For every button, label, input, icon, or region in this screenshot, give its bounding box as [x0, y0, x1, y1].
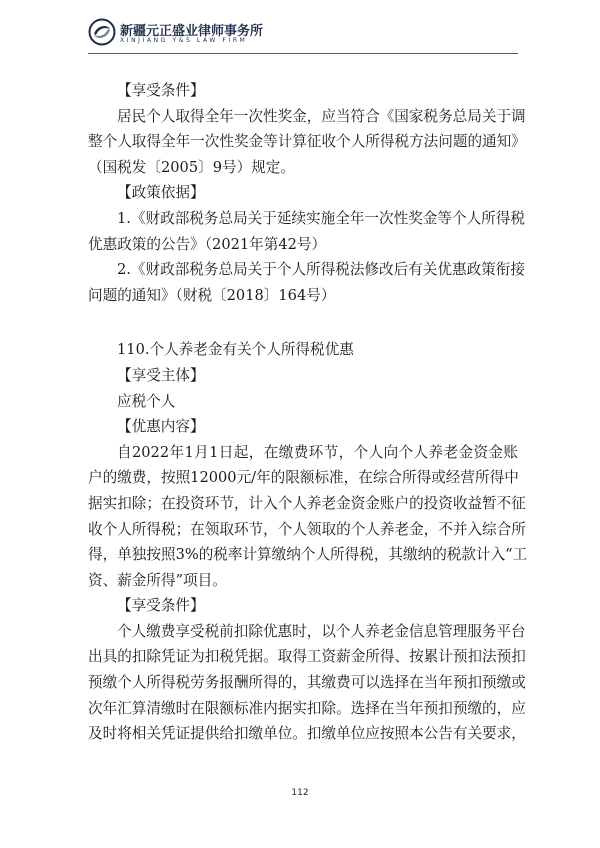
paragraph-line: 得，单独按照3%的税率计算缴纳个人所得税，其缴纳的税款计入“工 — [88, 546, 528, 564]
firm-name-en: XINJIANG Y&S LAW FIRM — [120, 37, 248, 44]
paragraph-line: 个人缴费享受税前扣除优惠时，以个人养老金信息管理服务平台 — [117, 622, 526, 640]
page-header — [88, 18, 518, 50]
paragraph-line: 自2022年1月1日起，在缴费环节，个人向个人养老金资金账 — [117, 443, 518, 461]
paragraph-line: 优惠政策的公告》（2021年第42号） — [88, 235, 327, 253]
paragraph-line: 户的缴费，按照12000元/年的限额标准，在综合所得或经营所得中 — [88, 469, 519, 487]
paragraph-line: 据实扣除；在投资环节，计入个人养老金资金账户的投资收益暂不征 — [88, 494, 526, 512]
section-label-subject: 【享受主体】 — [117, 366, 205, 384]
paragraph-line: 预缴个人所得税劳务报酬所得的，其缴费可以选择在当年预扣预缴或 — [88, 674, 526, 692]
firm-logo-icon — [88, 18, 116, 46]
section-label-conditions-2: 【享受条件】 — [117, 597, 205, 615]
paragraph-line: 居民个人取得全年一次性奖金，应当符合《国家税务总局关于调 — [117, 107, 526, 125]
paragraph-line: 收个人所得税；在领取环节，个人领取的个人养老金，不并入综合所 — [88, 520, 526, 538]
paragraph-line: 问题的通知》（财税〔2018〕164号） — [88, 286, 336, 304]
paragraph-line: 资、薪金所得”项目。 — [88, 571, 227, 589]
paragraph-line: 1.《财政部税务总局关于延续实施全年一次性奖金等个人所得税 — [117, 209, 525, 227]
paragraph-line: 次年汇算清缴时在限额标准内据实扣除。选择在当年预扣预缴的，应 — [88, 699, 526, 717]
paragraph-line: （国税发〔2005〕9号）规定。 — [88, 158, 295, 176]
section-label-policy-basis: 【政策依据】 — [117, 184, 205, 202]
page-number: 112 — [291, 788, 309, 798]
header-divider — [88, 53, 518, 54]
document-body — [88, 78, 528, 747]
paragraph-line: 整个人取得全年一次性奖金等计算征收个人所得税方法问题的通知》 — [88, 133, 526, 151]
section-label-conditions: 【享受条件】 — [117, 82, 205, 99]
paragraph-line: 及时将相关凭证提供给扣缴单位。扣缴单位应按照本公告有关要求， — [88, 725, 526, 743]
paragraph-line: 出具的扣除凭证为扣税凭据。取得工资薪金所得、按累计预扣法预扣 — [88, 648, 526, 666]
firm-name-cn: 新疆元正盛业律师事务所 — [120, 24, 264, 39]
section-label-benefit: 【优惠内容】 — [117, 418, 205, 436]
subject-text: 应税个人 — [117, 392, 176, 410]
item-title: 110.个人养老金有关个人所得税优惠 — [117, 341, 354, 359]
paragraph-line: 2.《财政部税务总局关于个人所得税法修改后有关优惠政策衔接 — [117, 261, 525, 279]
